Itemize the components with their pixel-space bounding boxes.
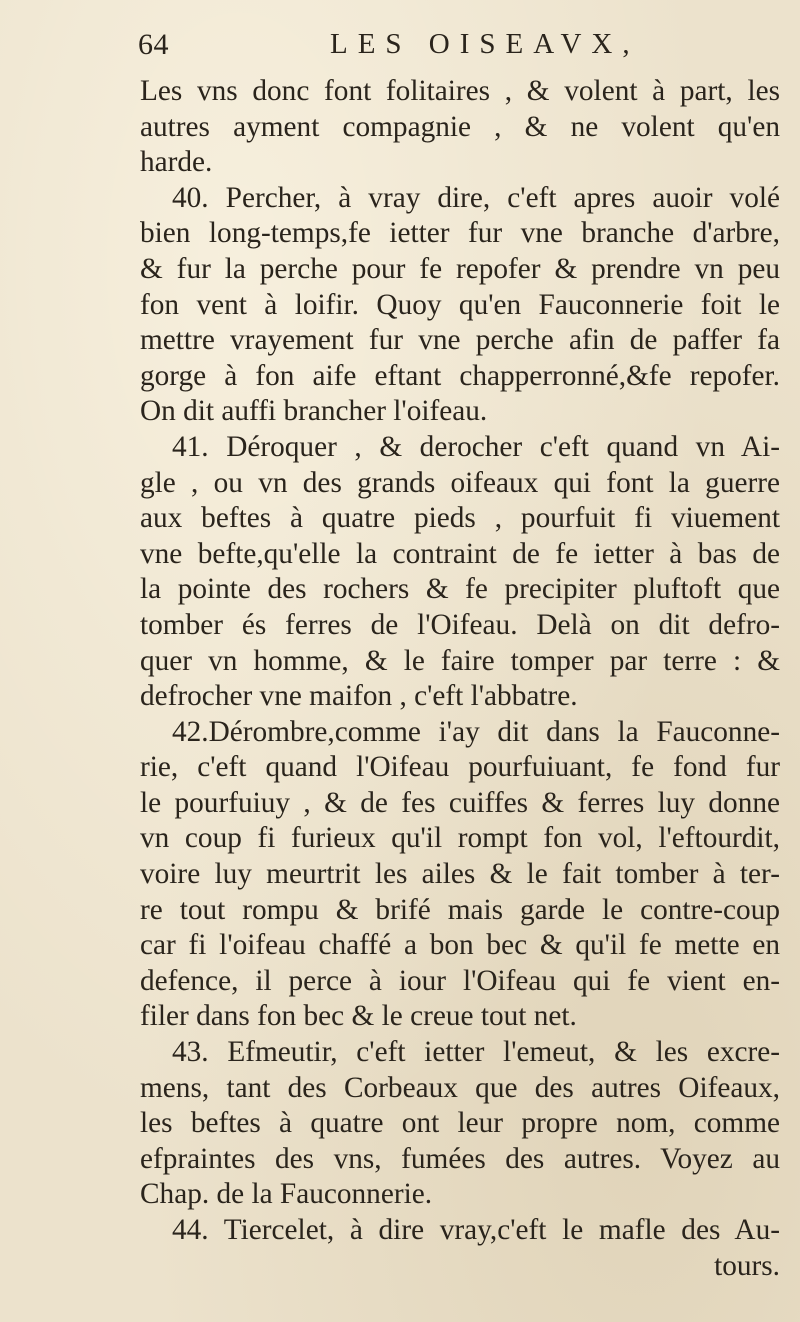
- text-line: quer vn homme, & le faire tomper par terre : &: [140, 644, 780, 677]
- text-line: Chap. de la Fauconnerie.: [140, 1178, 433, 1211]
- text-line: 44. Tiercelet, à dire vray,c'eft le mafle des Au-: [172, 1214, 780, 1246]
- text-line: Les vns donc font folitaires , & volent à part, les: [140, 75, 780, 107]
- text-line: vn coup fi furieux qu'il rompt fon vol, l'eftourdit,: [140, 822, 780, 855]
- text-line: la pointe des rochers & fe precipiter pluftoft que: [140, 573, 780, 606]
- text-line: gle , ou vn des grands oifeaux qui font la guerre: [140, 466, 780, 499]
- text-line: car fi l'oifeau chaffé a bon bec & qu'il fe mette en: [140, 929, 780, 962]
- text-line: 42.Dérombre,comme i'ay dit dans la Fauconne-: [172, 715, 780, 748]
- text-line: mettre vrayement fur vne perche afin de paffer fa: [140, 324, 780, 357]
- text-line: defrocher vne maifon , c'eft l'abbatre.: [140, 680, 578, 713]
- text-line: les beftes à quatre ont leur propre nom, comme: [140, 1107, 780, 1140]
- text-line: filer dans fon bec & le creue tout net.: [140, 1000, 577, 1033]
- text-line: vne befte,qu'elle la contraint de fe ietter à bas de: [140, 537, 780, 570]
- body-text: [140, 74, 780, 1284]
- text-line: fon vent à loifir. Quoy qu'en Fauconnerie foit le: [140, 288, 780, 321]
- text-line: efpraintes des vns, fumées des autres. Voyez au: [140, 1142, 780, 1175]
- text-line: gorge à fon aife eftant chapperronné,&fe repofer.: [140, 359, 780, 392]
- catchword-line: tours.: [714, 1249, 780, 1282]
- text-line: re tout rompu & brifé mais garde le contre-coup: [140, 893, 780, 926]
- text-line: aux beftes à quatre pieds , pourfuit fi viuement: [140, 502, 780, 535]
- text-line: & fur la perche pour fe repofer & prendre vn peu: [140, 252, 780, 285]
- text-line: 43. Efmeutir, c'eft ietter l'emeut, & les excre-: [172, 1036, 780, 1069]
- text-line: autres ayment compagnie , & ne volent qu'en: [140, 110, 780, 143]
- text-line: On dit auffi brancher l'oifeau.: [140, 395, 488, 428]
- text-line: mens, tant des Corbeaux que des autres Oifeaux,: [140, 1071, 780, 1104]
- page-number: 64: [138, 28, 169, 61]
- running-title: LES OISEAVX,: [330, 28, 640, 60]
- text-line: defence, il perce à iour l'Oifeau qui fe vient en-: [140, 964, 780, 997]
- text-line: tomber és ferres de l'Oifeau. Delà on dit defro-: [140, 608, 780, 641]
- text-line: rie, c'eft quand l'Oifeau pourfuiuant, fe fond fur: [140, 751, 780, 784]
- text-line: 41. Déroquer , & derocher c'eft quand vn Ai-: [172, 430, 780, 463]
- text-line: 40. Percher, à vray dire, c'eft apres auoir volé: [172, 181, 780, 214]
- text-line: harde.: [140, 146, 213, 179]
- text-line: bien long-temps,fe ietter fur vne branche d'arbre,: [140, 217, 780, 250]
- text-line: le pourfuiuy , & de fes cuiffes & ferres luy donne: [140, 786, 780, 819]
- text-line: voire luy meurtrit les ailes & le fait tomber à ter-: [140, 858, 780, 891]
